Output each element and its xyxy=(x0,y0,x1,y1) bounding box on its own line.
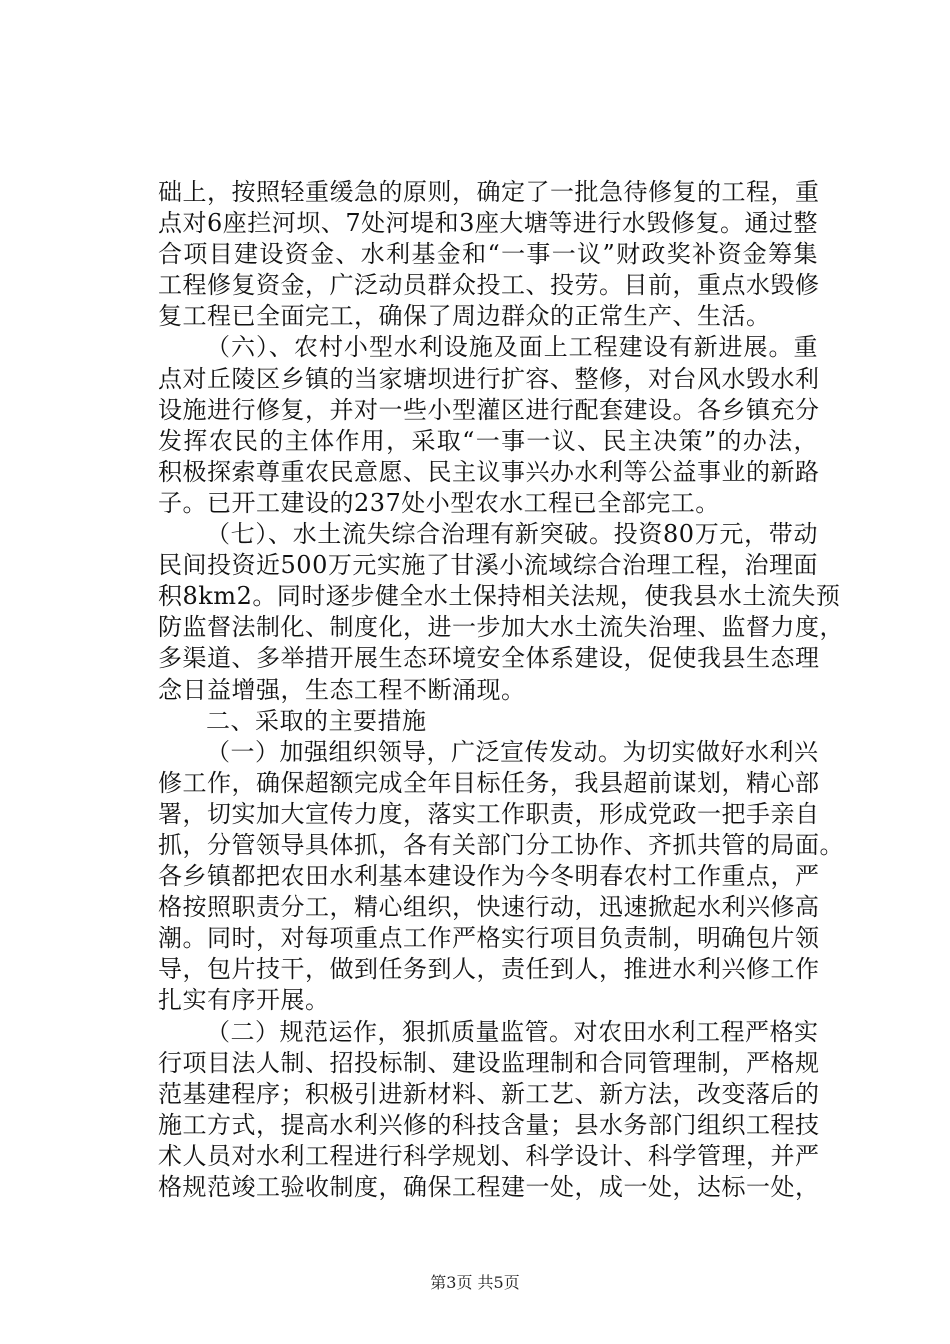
text-line: 设施进行修复，并对一些小型灌区进行配套建设。各乡镇充分 xyxy=(158,395,820,424)
page-footer: 第3页 共5页 xyxy=(430,1273,520,1292)
text-line: 础上，按照轻重缓急的原则，确定了一批急待修复的工程，重 xyxy=(158,178,820,206)
text-line: 扎实有序开展。 xyxy=(158,986,330,1015)
text-line: 念日益增强，生态工程不断涌现。 xyxy=(158,675,526,704)
text-line: 复工程已全面完工，确保了周边群众的正常生产、生活。 xyxy=(158,302,771,331)
text-line: 格按照职责分工，精心组织，快速行动，迅速掀起水利兴修高 xyxy=(158,893,820,922)
text-line: 施工方式，提高水利兴修的科技含量；县水务部门组织工程技 xyxy=(158,1110,820,1139)
text-line: 行项目法人制、招投标制、建设监理制和合同管理制，严格规 xyxy=(158,1048,820,1077)
text-line: 积极探索尊重农民意愿、民主议事兴办水利等公益事业的新路 xyxy=(158,457,820,486)
text-line: （七）、水土流失综合治理有新突破。投资80万元，带动 xyxy=(206,520,818,549)
document-body xyxy=(158,177,844,1203)
text-line: 导，包片技干，做到任务到人，责任到人，推进水利兴修工作 xyxy=(158,955,820,984)
text-line: 工程修复资金，广泛动员群众投工、投劳。目前，重点水毁修 xyxy=(158,271,820,300)
text-line: 积8km2。同时逐步健全水土保持相关法规，使我县水土流失预 xyxy=(158,582,841,611)
text-line: 发挥农民的主体作用，采取“一事一议、民主决策”的办法， xyxy=(158,426,818,455)
text-line: 署，切实加大宣传力度，落实工作职责，形成党政一把手亲自 xyxy=(158,799,820,828)
text-line: 合项目建设资金、水利基金和“一事一议”财政奖补资金筹集 xyxy=(158,240,818,269)
text-line: 民间投资近500万元实施了甘溪小流域综合治理工程，治理面 xyxy=(158,551,818,580)
text-line: （二）规范运作，狠抓质量监管。对农田水利工程严格实 xyxy=(206,1017,819,1046)
text-line: （一）加强组织领导，广泛宣传发动。为切实做好水利兴 xyxy=(206,737,819,766)
text-line: 修工作，确保超额完成全年目标任务，我县超前谋划，精心部 xyxy=(158,768,820,797)
text-line: 点对丘陵区乡镇的当家塘坝进行扩容、整修，对台风水毁水利 xyxy=(158,364,820,393)
text-line: 二、采取的主要措施 xyxy=(206,706,427,735)
text-line: 子。已开工建设的237处小型农水工程已全部完工。 xyxy=(158,488,720,517)
text-line: 抓，分管领导具体抓，各有关部门分工协作、齐抓共管的局面。 xyxy=(158,830,844,859)
text-line: 范基建程序；积极引进新材料、新工艺、新方法，改变落后的 xyxy=(158,1079,820,1108)
text-line: 各乡镇都把农田水利基本建设作为今冬明春农村工作重点，严 xyxy=(158,862,820,891)
text-line: 防监督法制化、制度化，进一步加大水土流失治理、监督力度， xyxy=(158,613,844,642)
text-line: 多渠道、多举措开展生态环境安全体系建设，促使我县生态理 xyxy=(158,644,820,673)
text-line: 格规范竣工验收制度，确保工程建一处，成一处，达标一处， xyxy=(158,1173,820,1201)
text-line: （六）、农村小型水利设施及面上工程建设有新进展。重 xyxy=(206,333,818,362)
text-line: 点对6座拦河坝、7处河堤和3座大塘等进行水毁修复。通过整 xyxy=(158,209,818,238)
text-line: 潮。同时，对每项重点工作严格实行项目负责制，明确包片领 xyxy=(158,924,820,953)
text-line: 术人员对水利工程进行科学规划、科学设计、科学管理，并严 xyxy=(158,1141,820,1170)
